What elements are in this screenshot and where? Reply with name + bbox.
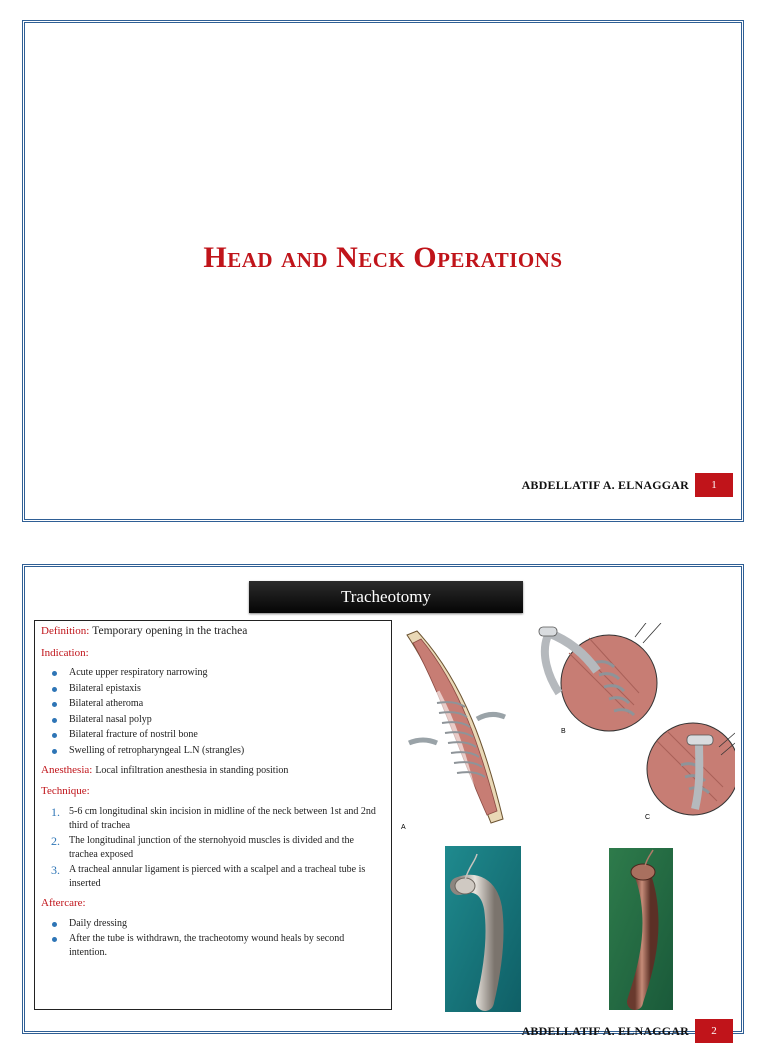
list-item: Acute upper respiratory narrowing [41, 666, 383, 680]
technique-heading: Technique: [41, 785, 90, 798]
step-number: 2. [51, 834, 60, 849]
indication-heading: Indication: [41, 646, 89, 659]
definition-label: Definition: [41, 625, 90, 637]
content-textbox [34, 620, 392, 1010]
tracheal-tube-photo-1 [445, 846, 521, 1012]
figure-label-a: A [401, 824, 406, 831]
list-item: After the tube is withdrawn, the tracheotomy wound heals by second intention. [41, 932, 383, 959]
step-text: 5-6 cm longitudinal skin incision in midline of the neck between 1st and 2nd third of trachea [69, 806, 376, 831]
surgical-illustration [399, 623, 735, 833]
slide-footer [522, 473, 733, 497]
list-item: Swelling of retropharyngeal L.N (strangles) [41, 744, 383, 758]
anesthesia-row [41, 763, 383, 778]
list-item [41, 805, 383, 832]
page-number: 1 [695, 473, 733, 497]
figure-label-c: C [645, 814, 651, 821]
step-number: 3. [51, 863, 60, 878]
step-number: 1. [51, 805, 60, 820]
tracheal-tube-photo-2 [609, 848, 673, 1010]
slide-1 [22, 20, 744, 522]
author-name: ABDELLATIF A. ELNAGGAR [521, 1023, 689, 1038]
aftercare-list [41, 917, 383, 960]
slide-2 [22, 564, 744, 1038]
list-item: Daily dressing [41, 917, 383, 931]
technique-list [41, 805, 383, 890]
page-number: 2 [695, 1019, 733, 1043]
anesthesia-label: Anesthesia: [41, 764, 93, 777]
figure-label-b: B [561, 728, 566, 735]
anesthesia-text: Local infiltration anesthesia in standing position [95, 765, 289, 777]
list-item: Bilateral fracture of nostril bone [41, 728, 383, 742]
indication-list [41, 666, 383, 757]
list-item: Bilateral atheroma [41, 697, 383, 711]
author-name: ABDELLATIF A. ELNAGGAR [521, 477, 689, 492]
section-banner: Tracheotomy [249, 581, 523, 613]
list-item [41, 863, 383, 890]
slide-title: Head and Neck Operations [203, 241, 563, 274]
tube-insertion-figure-b [539, 623, 661, 731]
step-text: A tracheal annular ligament is pierced with a scalpel and a tracheal tube is inserted [69, 864, 366, 889]
aftercare-heading: Aftercare: [41, 897, 86, 910]
slide-footer [522, 1019, 733, 1043]
definition-row [41, 624, 383, 640]
list-item: Bilateral nasal polyp [41, 713, 383, 727]
tube-in-place-figure-c [647, 723, 735, 815]
list-item [41, 834, 383, 861]
step-text: The longitudinal junction of the sternohyoid muscles is divided and the trachea exposed [69, 835, 354, 860]
definition-text: Temporary opening in the trachea [92, 625, 248, 637]
incision-figure-a [407, 631, 505, 823]
list-item: Bilateral epistaxis [41, 682, 383, 696]
